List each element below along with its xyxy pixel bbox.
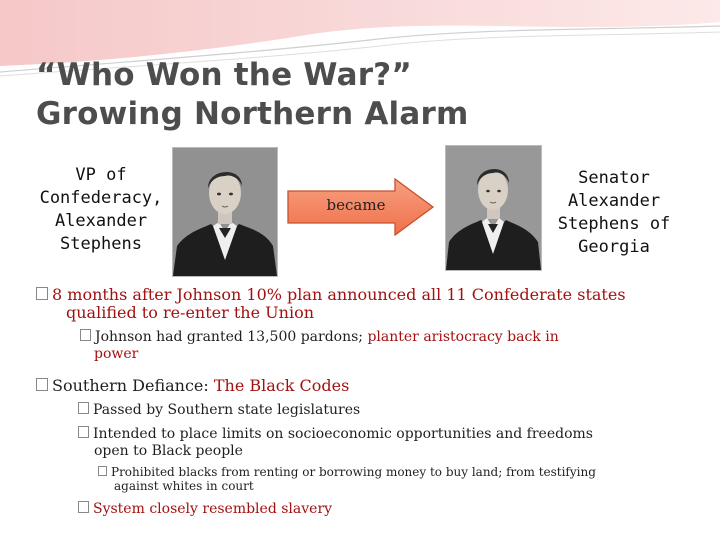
bullet-box-icon — [36, 378, 48, 391]
left-caption-line: Alexander — [54, 211, 148, 231]
left-caption-line: Stephens — [60, 234, 142, 254]
bullet-box-icon — [78, 402, 89, 414]
bullet-highlight: The Black Codes — [213, 376, 350, 395]
right-caption-line: Senator — [578, 168, 650, 188]
bullet-text: Passed by Southern state legislatures — [93, 402, 361, 418]
bullet-box-icon — [98, 466, 107, 476]
bullet-southern-defiance — [36, 377, 349, 395]
bullet-highlight: planter aristocracy back in — [367, 329, 559, 345]
bullet-text: Intended to place limits on socioeconomic opportunities and freedoms — [93, 426, 593, 442]
bullet-text: against whites in court — [114, 479, 254, 493]
bullet-text: Southern Defiance: — [52, 376, 214, 395]
subbullet-intended — [78, 426, 593, 460]
arrow-label: became — [326, 196, 386, 214]
page-title — [36, 56, 468, 134]
subbullet-system — [78, 501, 332, 518]
bullet-highlight: power — [94, 346, 139, 362]
bullet-text: Prohibited blacks from renting or borrowing money to buy land; from testifying — [111, 465, 596, 479]
right-caption-line: Georgia — [578, 237, 650, 257]
bullet-box-icon — [36, 287, 48, 300]
bullet-eight-months — [36, 286, 626, 322]
bullet-box-icon — [80, 329, 91, 341]
left-caption-line: Confederacy, — [39, 188, 163, 208]
right-caption-line: Alexander — [567, 191, 661, 211]
bullet-box-icon — [78, 426, 89, 438]
portrait-vp-confederacy — [172, 147, 278, 277]
bullet-text: qualified to re-enter the Union — [66, 303, 314, 322]
left-caption-line: VP of — [75, 165, 127, 185]
left-caption — [36, 164, 166, 256]
bullet-text: Johnson had granted 13,500 pardons; — [95, 329, 368, 345]
portrait-senator — [445, 145, 542, 271]
right-caption — [552, 167, 676, 259]
bullet-text: open to Black people — [94, 443, 243, 459]
bullet-text: System closely resembled slavery — [93, 501, 333, 517]
title-line-1: “Who Won the War?” — [36, 57, 412, 93]
right-caption-line: Stephens of — [557, 214, 671, 234]
subbullet-pardons — [80, 329, 559, 363]
subbullet-passed — [78, 402, 360, 419]
subsubbullet-prohibited — [98, 465, 596, 493]
bullet-text: 8 months after Johnson 10% plan announced all 11 Confederate states — [52, 285, 626, 304]
bullet-box-icon — [78, 501, 89, 513]
title-line-2: Growing Northern Alarm — [36, 96, 469, 132]
